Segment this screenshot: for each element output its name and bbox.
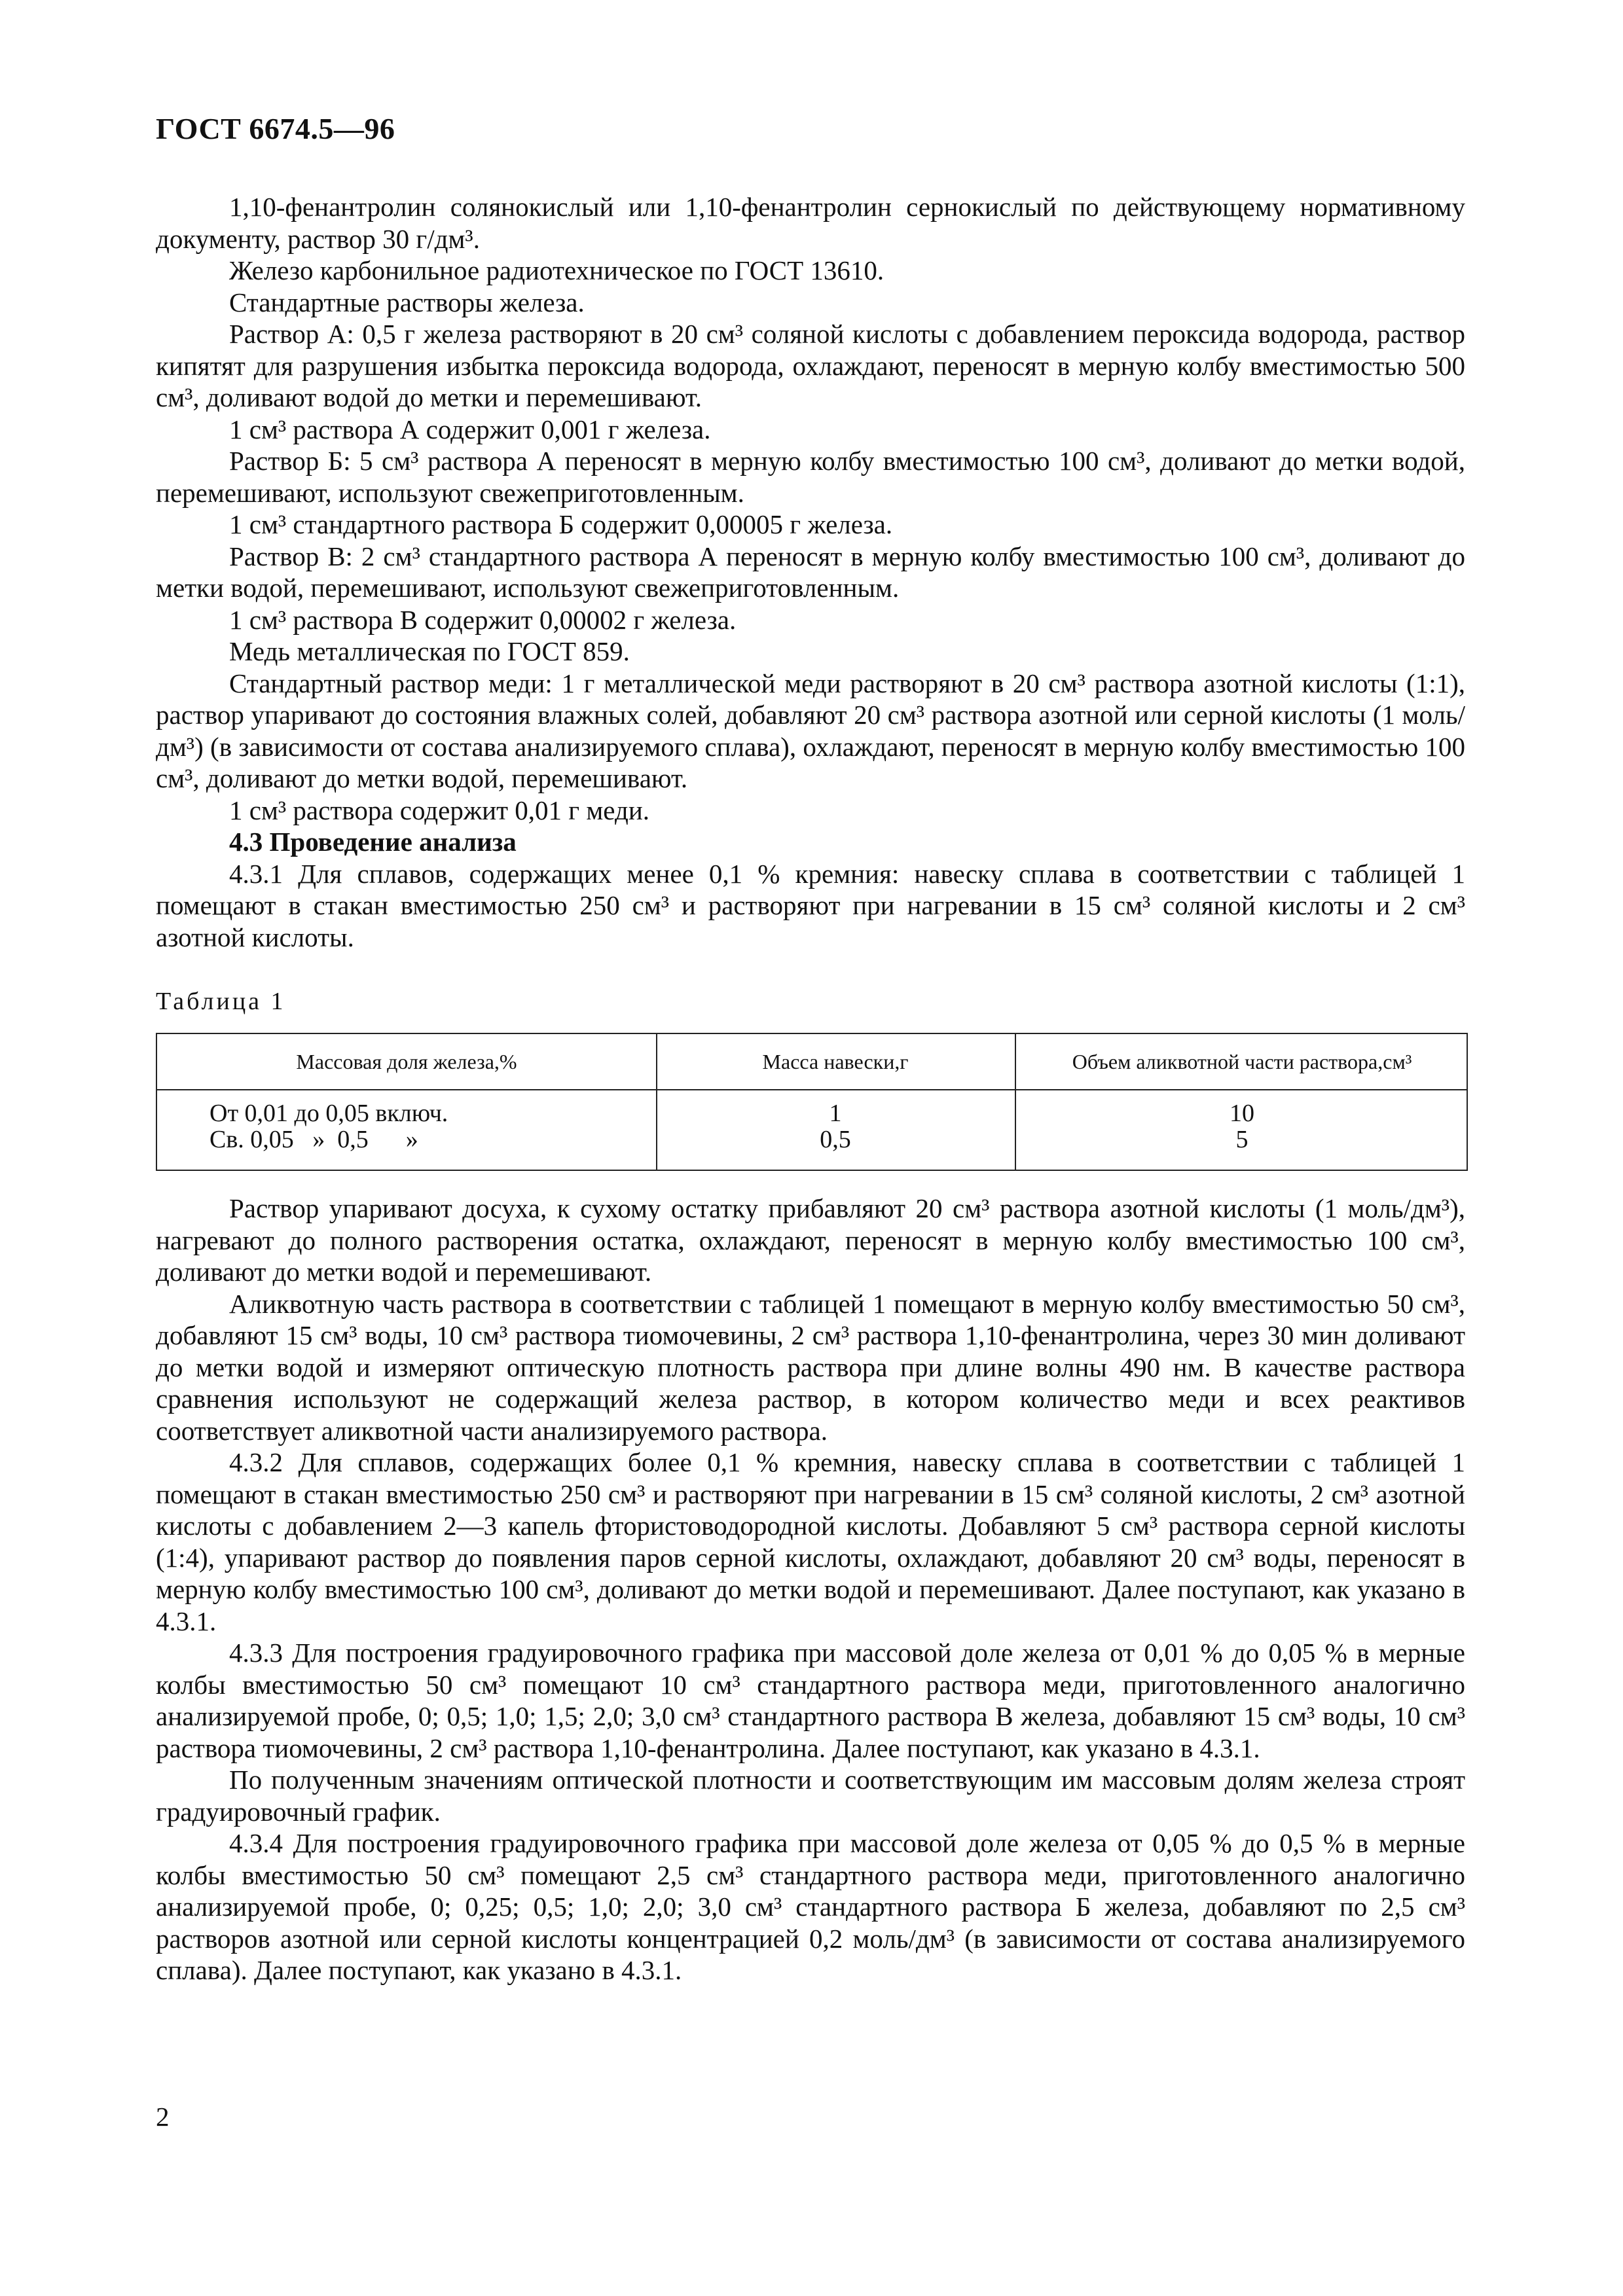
body-text-bottom <box>156 1193 1465 1986</box>
table-header-cell: Масса навески,г <box>762 1050 909 1073</box>
table-cell: 10 <box>1230 1100 1254 1127</box>
paragraph: Раствор А: 0,5 г железа растворяют в 20 см³ соляной кислоты с добавлением пероксида водорода, раствор кипятят для разрушения избытка пероксида водорода, охлаждают, переносят в мерную колбу вместимостью 500 см³, доливают водой до метки и перемешивают. <box>156 319 1465 412</box>
paragraph: Раствор В: 2 см³ стандартного раствора А переносят в мерную колбу вместимостью 100 см³, доливают до метки водой, перемешивают, используют свежеприготовленным. <box>156 541 1465 603</box>
paragraph-4-3-4: 4.3.4 Для построения градуировочного графика при массовой доле железа от 0,05 % до 0,5 % в мерные колбы вместимостью 50 см³ помещают 2,5 см³ стандартного раствора меди, приготовленного аналогично анализируемой пробе, 0; 0,25; 0,5; 1,0; 2,0; 3,0 см³ стандартного раствора Б железа, добавляют по 2,5 см³ растворов азотной или серной кислоты концентрацией 0,2 моль/дм³ (в зависимости от состава анализируемого сплава). Далее поступают, как указано в 4.3.1. <box>156 1828 1465 1985</box>
table-cell: 5 <box>1235 1126 1249 1153</box>
paragraph: 1 см³ раствора В содержит 0,00002 г железа. <box>229 604 737 635</box>
paragraph-4-3-3: 4.3.3 Для построения градуировочного графика при массовой доле железа от 0,01 % до 0,05 % в мерные колбы вместимостью 50 см³ помещают 10 см³ стандартного раствора меди, приготовленного аналогично анализируемой пробе, 0; 0,5; 1,0; 1,5; 2,0; 3,0 см³ стандартного раствора В железа, добавляют 15 см³ воды, 10 см³ раствора тиомочевины, 2 см³ раствора 1,10-фенантролина. Далее поступают, как указано в 4.3.1. <box>156 1638 1465 1763</box>
body-text-top <box>156 191 1465 953</box>
page-number: 2 <box>156 2102 170 2132</box>
table-cell: 0,5 <box>820 1126 851 1153</box>
table-cell: От 0,01 до 0,05 включ. <box>210 1100 448 1127</box>
table-divider <box>157 1089 1467 1090</box>
paragraph: Аликвотную часть раствора в соответствии с таблицей 1 помещают в мерную колбу вместимостью 50 см³, добавляют 15 см³ воды, 10 см³ раствора тиомочевины, 2 см³ раствора 1,10-фенантролина, через 30 мин доливают до метки водой и измеряют оптическую плотность раствора при длине волны 490 нм. В качестве раствора сравнения используют не содержащий железа раствор, в котором количество меди и всех реактивов соответствует аликвотной части анализируемого раствора. <box>156 1288 1465 1446</box>
paragraph: Железо карбонильное радиотехническое по ГОСТ 13610. <box>229 255 884 285</box>
paragraph: По полученным значениям оптической плотности и соответствующим им массовым долям железа строят градуировочный график. <box>156 1765 1465 1827</box>
paragraph: Раствор упаривают досуха, к сухому остатку прибавляют 20 см³ раствора азотной кислоты (1 моль/дм³), нагревают до полного растворения остатка, охлаждают, переносят в мерную колбу вместимостью 100 см³, доливают до метки водой и перемешивают. <box>156 1193 1465 1287</box>
document-header: ГОСТ 6674.5—96 <box>156 112 395 145</box>
table-header-cell: Массовая доля железа,% <box>296 1050 517 1073</box>
table-cell: Св. 0,05 » 0,5 » <box>210 1126 418 1153</box>
data-table <box>156 1033 1468 1171</box>
paragraph: 1 см³ раствора А содержит 0,001 г железа. <box>229 414 711 444</box>
paragraph-4-3-2: 4.3.2 Для сплавов, содержащих более 0,1 % кремния, навеску сплава в соответствии с таблицей 1 помещают в стакан вместимостью 250 см³ и растворяют при нагревании в 15 см³ соляной кислоты, 2 см³ азотной кислоты с добавлением 2—3 капель фтористоводородной кислоты. Добавляют 5 см³ раствора серной кислоты (1:4), упаривают раствор до появления паров серной кислоты, охлаждают, добавляют 20 см³ воды, переносят в мерную колбу вместимостью 100 см³, доливают до метки водой и перемешивают. Далее поступают, как указано в 4.3.1. <box>156 1447 1465 1636</box>
paragraph-4-3-1: 4.3.1 Для сплавов, содержащих менее 0,1 % кремния: навеску сплава в соответствии с таблицей 1 помещают в стакан вместимостью 250 см³ и растворяют при нагревании в 15 см³ соляной кислоты и 2 см³ азотной кислоты. <box>156 858 1465 952</box>
paragraph: 1 см³ стандартного раствора Б содержит 0,00005 г железа. <box>229 509 893 539</box>
paragraph: 1,10-фенантролин солянокислый или 1,10-фенантролин сернокислый по действующему нормативному документу, раствор 30 г/дм³. <box>156 192 1465 254</box>
table-cell: 1 <box>829 1100 842 1127</box>
table-header-cell: Объем аликвотной части раствора,см³ <box>1072 1050 1412 1073</box>
paragraph: Раствор Б: 5 см³ раствора А переносят в мерную колбу вместимостью 100 см³, доливают до метки водой, перемешивают, используют свежеприготовленным. <box>156 446 1465 508</box>
table-caption: Таблица 1 <box>156 988 286 1015</box>
paragraph: Стандартные растворы железа. <box>229 287 585 317</box>
paragraph: Стандартный раствор меди: 1 г металлической меди растворяют в 20 см³ раствора азотной кислоты (1:1), раствор упаривают до состояния влажных солей, добавляют 20 см³ раствора азотной или серной кислоты (1 моль/дм³) (в зависимости от состава анализируемого сплава), охлаждают, переносят в мерную колбу вместимостью 100 см³, доливают до метки водой, перемешивают. <box>156 668 1465 793</box>
paragraph: Медь металлическая по ГОСТ 859. <box>229 636 630 666</box>
paragraph: 1 см³ раствора содержит 0,01 г меди. <box>229 795 650 825</box>
section-heading: 4.3 Проведение анализа <box>229 827 517 857</box>
